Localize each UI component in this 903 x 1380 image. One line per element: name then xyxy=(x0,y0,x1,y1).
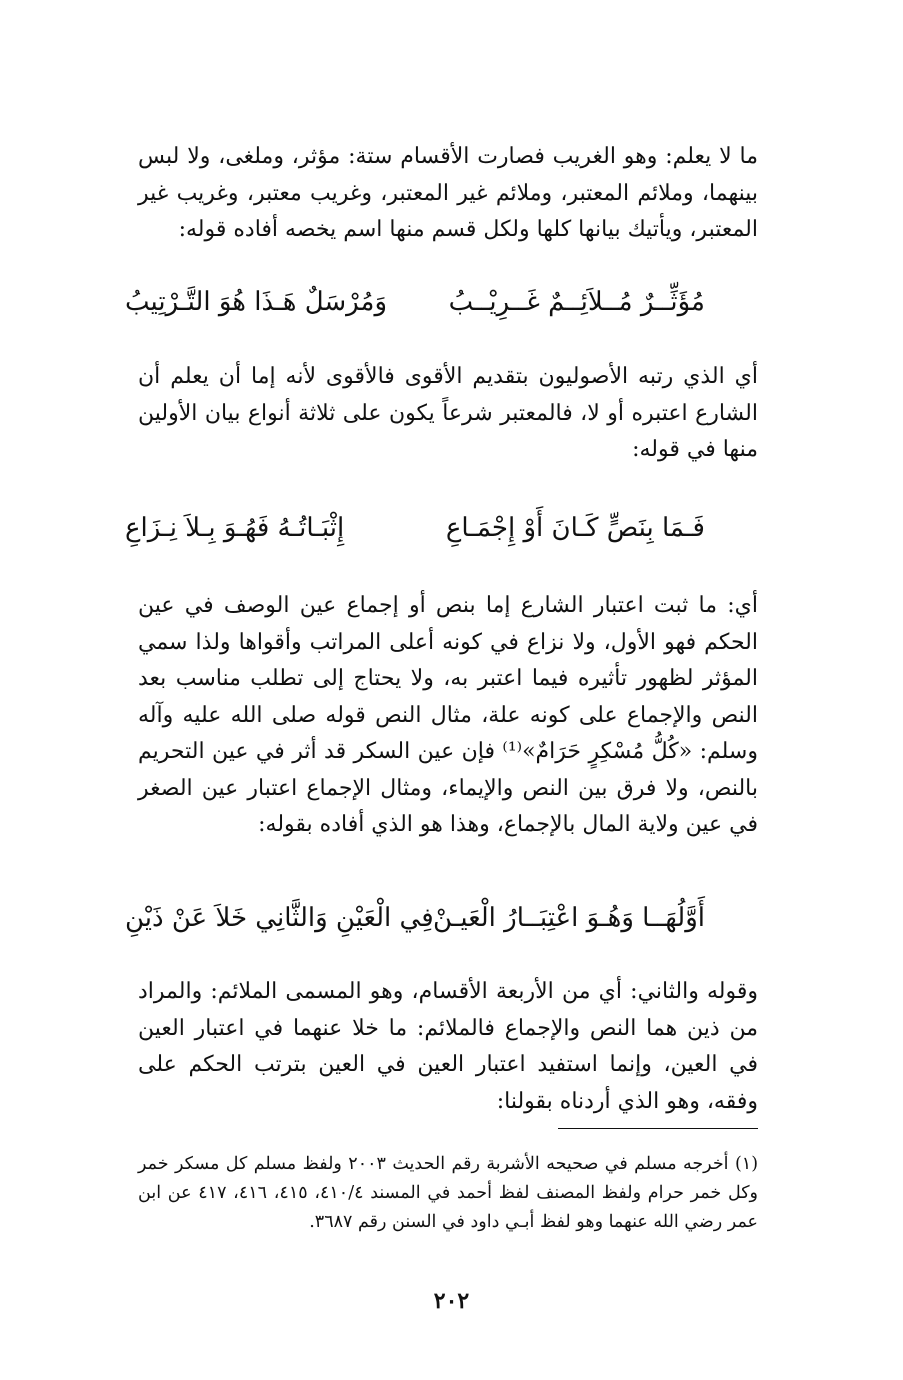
verse-second-hemistich: وَمُرْسَلٌ هَـذَا هُوَ التَّـرْتِيبُ xyxy=(125,287,388,317)
paragraph-text: وقوله والثاني: أي من الأربعة الأقسام، وهو المسمى الملائم: والمراد من ذين هما النص والإجماع فالملائم: ما خلا عنهما في اعتبار العين في العين، وإنما استفيد اعتبار العين في العين بترتب الحكم على وفقه، وهو الذي أردناه بقولنا: xyxy=(138,979,758,1114)
verse-first-hemistich: أَوَّلُهَــا وَهُـوَ اعْتِبَــارُ الْعَيـنْ xyxy=(432,903,705,933)
verse-first-hemistich: فَـمَا بِنَصٍّ كَـانَ أَوْ إِجْمَـاعِ xyxy=(445,513,705,543)
footnote-divider xyxy=(558,1128,758,1129)
paragraph-4 xyxy=(138,974,758,1120)
verse-3 xyxy=(125,898,705,938)
verse-second-hemistich: إِثْبَـاتُـهُ فَهُـوَ بِـلاَ نِـزَاعِ xyxy=(125,513,345,543)
verse-second-hemistich: فِي الْعَيْنِ وَالثَّانِي خَلاَ عَنْ ذَيْنِ xyxy=(125,903,434,933)
verse-2 xyxy=(125,508,705,548)
verse-first-hemistich: مُؤَثِّــرٌ مُــلاَئِــمٌ غَــرِيْــبُ xyxy=(448,287,705,317)
paragraph-text: أي الذي رتبه الأصوليون بتقديم الأقوى فالأقوى لأنه إما أن يعلم أن الشارع اعتبره أو لا، فالمعتبر شرعاً يكون على ثلاثة أنواع بيان الأولين منها في قوله: xyxy=(138,364,758,462)
paragraph-text: أي: ما ثبت اعتبار الشارع إما بنص أو إجماع عين الوصف في عين الحكم فهو الأول، ولا نزاع في كونه أعلى المراتب وأقواها ولذا سمي المؤثر لظهور تأثيره فيما اعتبر به، ولا يحتاج إلى تطلب مناسب بعد النص والإجماع على كونه علة، مثال النص قوله صلى الله عليه وآله وسلم: «كُلُّ مُسْكِرٍ حَرَامٌ»⁽¹⁾ فإن عين السكر قد أثر في عين التحريم بالنص، ولا فرق بين النص والإيماء، ومثال الإجماع اعتبار عين الصغر في عين ولاية المال بالإجماع، وهذا هو الذي أفاده بقوله: xyxy=(138,593,758,837)
paragraph-2 xyxy=(138,359,758,469)
paragraph-3 xyxy=(138,588,758,844)
page-number: ٢٠٢ xyxy=(433,1288,470,1314)
footnote-1: (١) أخرجه مسلم في صحيحه الأشربة رقم الحديث ٢٠٠٣ ولفظ مسلم كل مسكر خمر وكل خمر حرام ولفظ المصنف لفظ أحمد في المسند ٤١٠/٤، ٤١٥، ٤١٦، ٤١٧ عن ابن عمر رضي الله عنهما وهو لفظ أبـي داود في السنن رقم ٣٦٨٧. xyxy=(138,1154,759,1232)
footnotes xyxy=(138,1150,758,1237)
paragraph-1 xyxy=(138,139,758,249)
verse-1 xyxy=(125,282,705,322)
paragraph-text: ما لا يعلم: وهو الغريب فصارت الأقسام ستة: مؤثر، وملغى، ولا لبس بينهما، وملائم المعتبر، وملائم غير المعتبر، وغريب معتبر، وغريب غير المعتبر، ويأتيك بيانها كلها ولكل قسم منها اسم يخصه أفاده قوله: xyxy=(138,144,758,242)
